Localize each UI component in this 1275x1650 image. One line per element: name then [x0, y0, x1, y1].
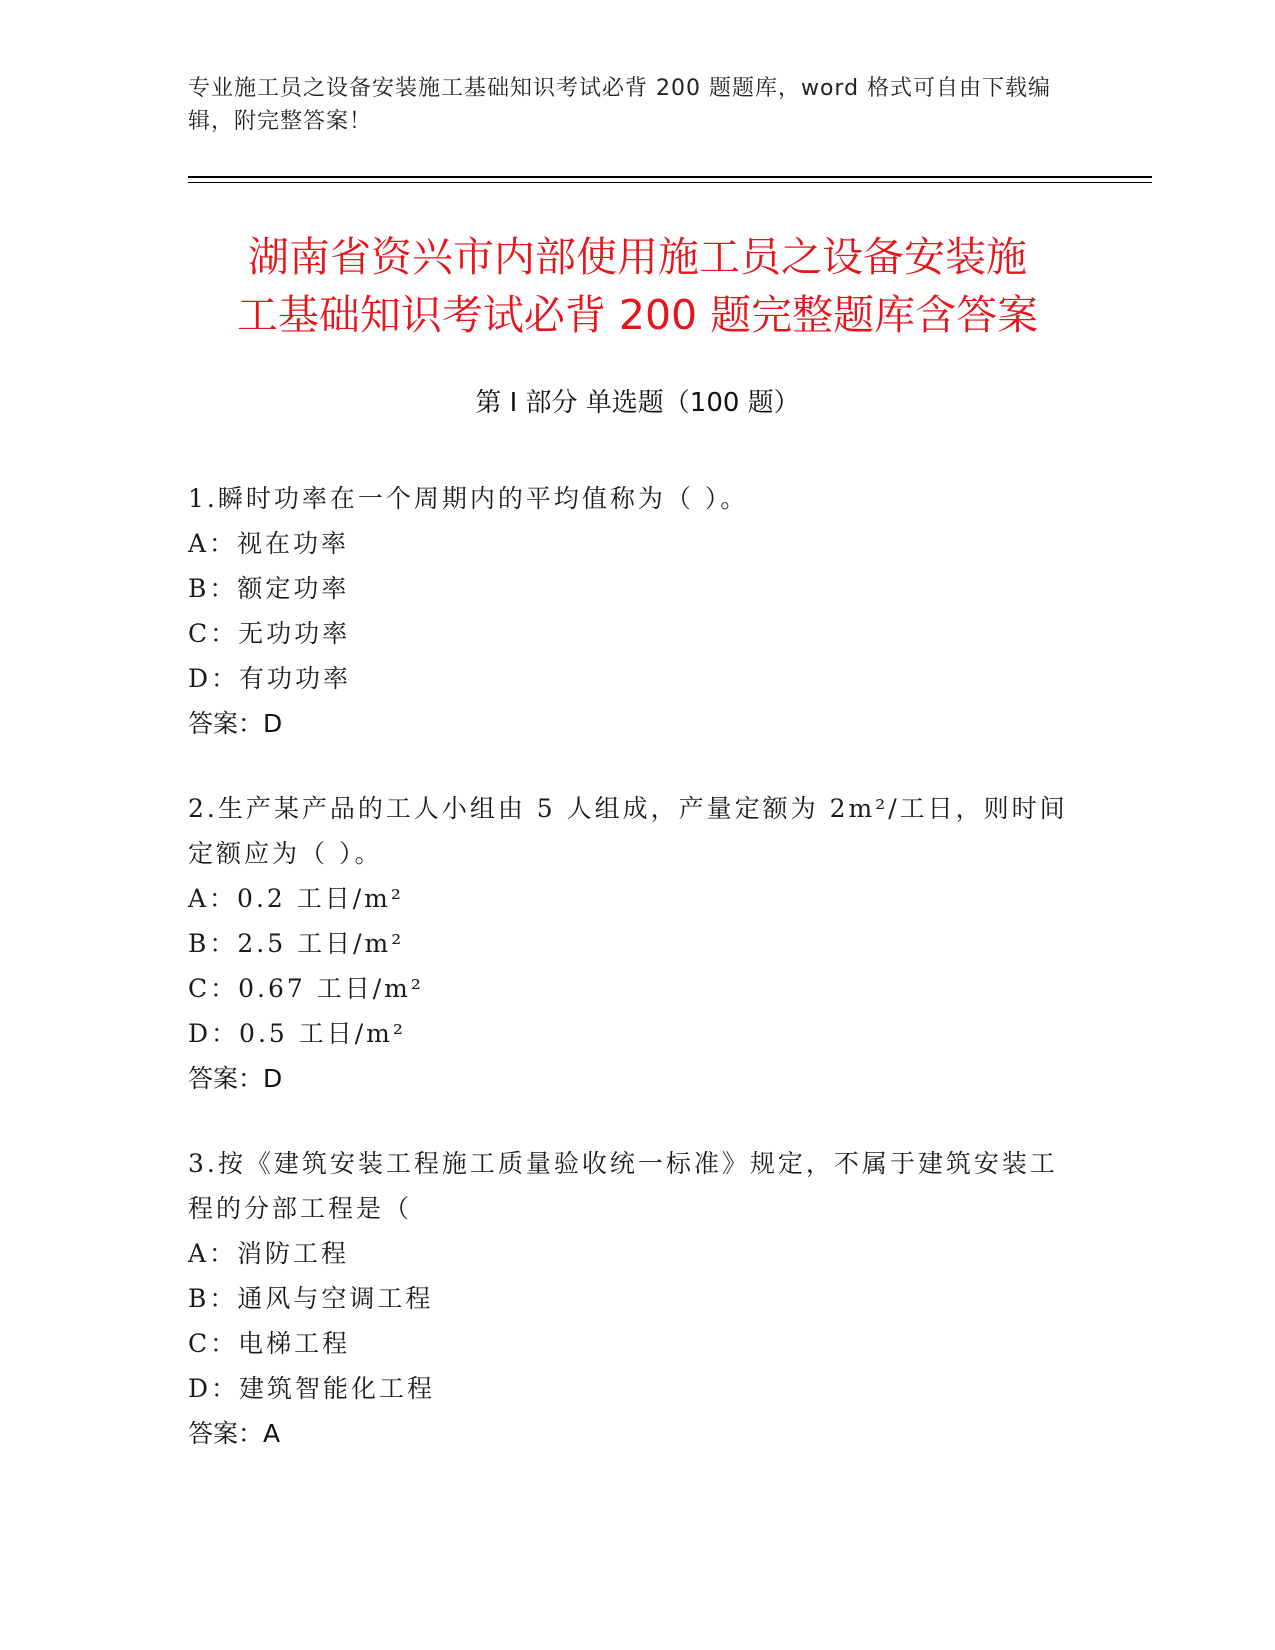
header-note: 专业施工员之设备安装施工基础知识考试必背 200 题题库，word 格式可自由下载编辑，附完整答案！: [188, 76, 1052, 134]
question-stem: 3.按《建筑安装工程施工质量验收统一标准》规定，不属于建筑安装工程的分部工程是（: [188, 1149, 1058, 1223]
question-stem: 1.瞬时功率在一个周期内的平均值称为（ ）。: [188, 484, 749, 513]
option-b: B：额定功率: [188, 574, 350, 603]
question-item: [188, 1141, 1068, 1456]
question-list: [188, 476, 1068, 1496]
question-item: [188, 476, 1068, 746]
option-a: A：消防工程: [188, 1239, 350, 1268]
option-a: A：0.2 工日/m²: [188, 884, 404, 913]
question-stem: 2.生产某产品的工人小组由 5 人组成，产量定额为 2m²/工日，则时间定额应为（ ）。: [188, 794, 1068, 868]
option-c: C：无功功率: [188, 619, 351, 648]
option-b: B：2.5 工日/m²: [188, 929, 405, 958]
option-a: A：视在功率: [188, 529, 350, 558]
question-item: [188, 786, 1068, 1101]
answer-line: 答案：D: [188, 1064, 283, 1093]
answer-line: 答案：D: [188, 709, 283, 738]
section-heading: 第 I 部分 单选题（100 题）: [475, 388, 800, 418]
answer-line: 答案：A: [188, 1419, 281, 1448]
option-d: D：0.5 工日/m²: [188, 1019, 406, 1048]
header-rule-thin: [188, 182, 1152, 183]
option-d: D：有功功率: [188, 664, 352, 693]
option-c: C：电梯工程: [188, 1329, 351, 1358]
header-rule-thick: [188, 176, 1152, 178]
option-d: D：建筑智能化工程: [188, 1374, 436, 1403]
document-title: [120, 228, 1155, 344]
option-c: C：0.67 工日/m²: [188, 974, 424, 1003]
option-b: B：通风与空调工程: [188, 1284, 434, 1313]
document-title-line-1: 湖南省资兴市内部使用施工员之设备安装施: [248, 233, 1027, 281]
document-title-line-2: 工基础知识考试必背 200 题完整题库含答案: [236, 291, 1039, 339]
